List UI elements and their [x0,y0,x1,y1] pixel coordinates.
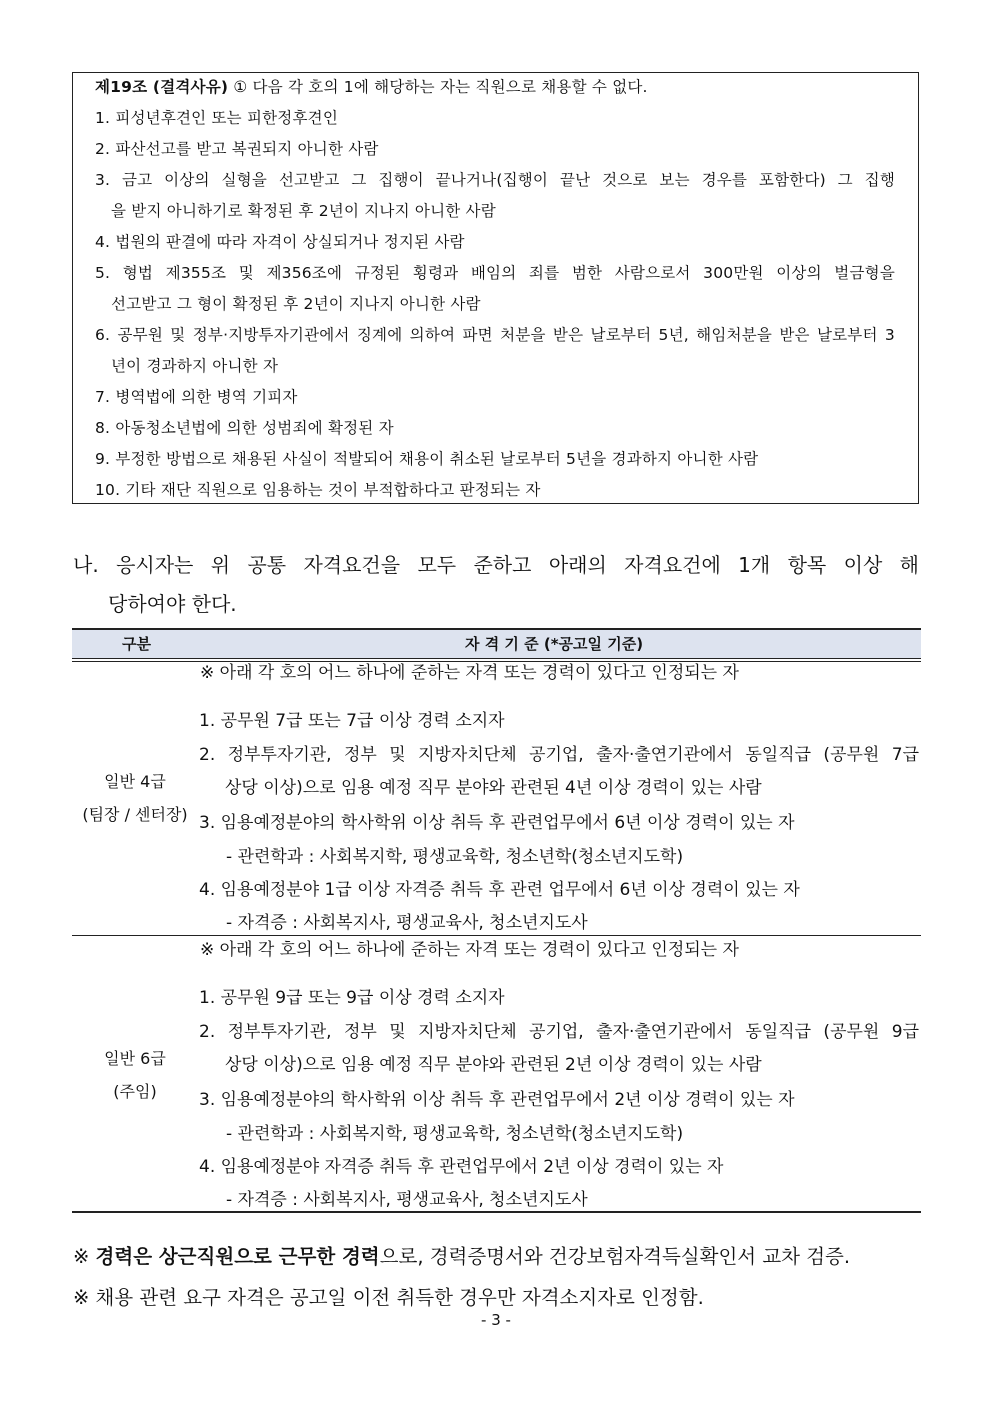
article-heading-line [95,77,648,97]
row1-note: ※ 아래 각 호의 어느 하나에 준하는 자격 또는 경력이 있다고 인정되는 자 [200,663,739,683]
row1-line-1: 1. 공무원 7급 또는 7급 이상 경력 소지자 [199,711,505,731]
row2-category-grade: 일반 6급 [104,1049,166,1068]
article-item-8: 8. 아동청소년법에 의한 성범죄에 확정된 자 [95,419,394,437]
row1-line-4-sub: - 자격증 : 사회복지사, 평생교육사, 청소년지도사 [226,913,588,933]
row2-line-2: 2. 정부투자기관, 정부 및 지방자치단체 공기업, 출자·출연기관에서 동일직급 (공무원 9급 [199,1022,919,1042]
row1-line-3: 3. 임용예정분야의 학사학위 이상 취득 후 관련업무에서 6년 이상 경력이 있는 자 [199,813,795,833]
article-item-10: 10. 기타 재단 직원으로 임용하는 것이 부적합하다고 판정되는 자 [95,481,541,499]
row2-line-3: 3. 임용예정분야의 학사학위 이상 취득 후 관련업무에서 2년 이상 경력이 있는 자 [199,1090,795,1110]
article-item-2: 2. 파산선고를 받고 복권되지 아니한 사람 [95,140,379,158]
article-intro: ① 다음 각 호의 1에 해당하는 자는 직원으로 채용할 수 없다. [228,78,648,96]
article-item-3: 3. 금고 이상의 실형을 선고받고 그 집행이 끝나거나(집행이 끝난 것으로 보는 경우를 포함한다) 그 집행 [95,171,895,189]
article-19-box [72,72,919,504]
row1-line-2: 2. 정부투자기관, 정부 및 지방자치단체 공기업, 출자·출연기관에서 동일직급 (공무원 7급 [199,745,919,765]
table-header-category: 구분 [122,635,151,653]
article-item-4: 4. 법원의 판결에 따라 자격이 상실되거나 정지된 사람 [95,233,465,251]
row2-line-4-sub: - 자격증 : 사회복지사, 평생교육사, 청소년지도사 [226,1190,588,1210]
article-item-6: 6. 공무원 및 정부·지방투자기관에서 징계에 의하여 파면 처분을 받은 날로부터 5년, 해임처분을 받은 날로부터 3 [95,326,895,344]
note-qualification: ※ 채용 관련 요구 자격은 공고일 이전 취득한 경우만 자격소지자로 인정함. [73,1286,704,1309]
article-item-9: 9. 부정한 방법으로 채용된 사실이 적발되어 채용이 취소된 날로부터 5년을 경과하지 아니한 사람 [95,450,759,468]
note-career-rest: 으로, 경력증명서와 건강보험자격득실확인서 교차 검증. [379,1245,851,1268]
row2-line-2-cont: 상당 이상)으로 임용 예정 직무 분야와 관련된 2년 이상 경력이 있는 사람 [225,1055,762,1075]
table-header-rule-1 [72,658,921,659]
row1-line-4: 4. 임용예정분야 1급 이상 자격증 취득 후 관련 업무에서 6년 이상 경력이 있는 자 [199,880,800,900]
table-row-separator [72,935,921,936]
note-career [73,1244,850,1270]
article-item-5: 5. 형법 제355조 및 제356조에 규정된 횡령과 배임의 죄를 범한 사람으로서 300만원 이상의 벌금형을 [95,264,895,282]
row2-line-4: 4. 임용예정분야 자격증 취득 후 관련업무에서 2년 이상 경력이 있는 자 [199,1157,724,1177]
row1-line-3-sub: - 관련학과 : 사회복지학, 평생교육학, 청소년학(청소년지도학) [226,847,684,867]
table-header-criteria: 자 격 기 준 (*공고일 기준) [465,635,644,653]
section-na-line2: 당하여야 한다. [108,592,237,616]
row1-category-grade: 일반 4급 [104,772,166,791]
section-na-line1: 나. 응시자는 위 공통 자격요건을 모두 준하고 아래의 자격요건에 1개 항목 이상 해 [73,553,919,577]
article-item-6-cont: 년이 경과하지 아니한 자 [111,357,279,375]
row2-line-3-sub: - 관련학과 : 사회복지학, 평생교육학, 청소년학(청소년지도학) [226,1124,684,1144]
note-career-bold: 경력은 상근직원으로 근무한 경력 [95,1245,380,1268]
row1-line-2-cont: 상당 이상)으로 임용 예정 직무 분야와 관련된 4년 이상 경력이 있는 사람 [225,778,762,798]
page-number: - 3 - [481,1311,511,1329]
table-bottom-rule [72,1211,921,1213]
row2-line-1: 1. 공무원 9급 또는 9급 이상 경력 소지자 [199,988,505,1008]
note-career-prefix: ※ [73,1245,96,1268]
article-item-3-cont: 을 받지 아니하기로 확정된 후 2년이 지나지 아니한 사람 [111,202,496,220]
article-item-5-cont: 선고받고 그 형이 확정된 후 2년이 지나지 아니한 사람 [111,295,481,313]
article-heading: 제19조 (결격사유) [95,78,229,96]
row1-category-role: (팀장 / 센터장) [82,805,188,824]
row2-category-role: (주임) [113,1082,157,1101]
article-item-7: 7. 병역법에 의한 병역 기피자 [95,388,298,406]
row2-note: ※ 아래 각 호의 어느 하나에 준하는 자격 또는 경력이 있다고 인정되는 자 [200,940,739,960]
article-item-1: 1. 피성년후견인 또는 피한정후견인 [95,109,338,127]
